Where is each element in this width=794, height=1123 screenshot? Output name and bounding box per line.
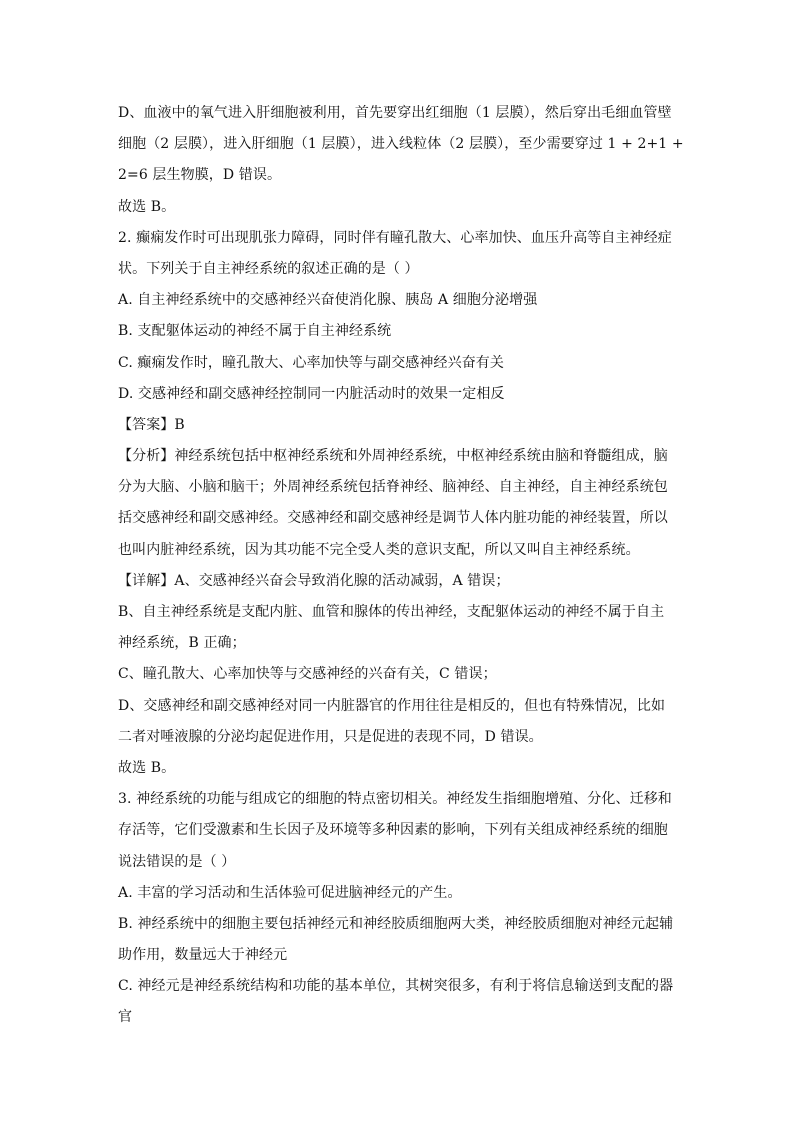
q3-stem-line-1: 3. 神经系统的功能与组成它的细胞的特点密切相关。神经发生指细胞增殖、分化、迁移和: [118, 791, 672, 808]
answer-d-explanation-line-3: 2=6 层生物膜，D 错误。: [118, 167, 282, 184]
q3-option-b-line-2: 助作用，数量远大于神经元: [118, 947, 288, 964]
q2-analysis-line-1: 【分析】神经系统包括中枢神经系统和外周神经系统，中枢神经系统由脑和脊髓组成，脑: [118, 448, 668, 465]
q1-conclusion: 故选 B。: [118, 198, 176, 215]
q3-option-c-line-2: 官: [118, 1009, 133, 1026]
q2-stem-line-2: 状。下列关于自主神经系统的叙述正确的是（ ）: [118, 260, 419, 277]
q3-option-c-line-1: C. 神经元是神经系统结构和功能的基本单位，其树突很多，有利于将信息输送到支配的器: [118, 978, 674, 995]
q2-stem-line-1: 2. 癫痫发作时可出现肌张力障碍，同时伴有瞳孔散大、心率加快、血压升高等自主神经症: [118, 229, 672, 246]
q3-stem-line-2: 存活等，它们受激素和生长因子及环境等多种因素的影响，下列有关组成神经系统的细胞: [118, 822, 668, 839]
q2-option-c: C. 癫痫发作时，瞳孔散大、心率加快等与副交感神经兴奋有关: [118, 354, 505, 371]
q2-option-a: A. 自主神经系统中的交感神经兴奋使消化腺、胰岛 A 细胞分泌增强: [118, 292, 538, 309]
document-body: [118, 98, 684, 1034]
q2-option-d: D. 交感神经和副交感神经控制同一内脏活动时的效果一定相反: [118, 385, 505, 402]
answer-d-explanation-line-2: 细胞（2 层膜），进入肝细胞（1 层膜），进入线粒体（2 层膜），至少需要穿过 1 + 2+1 +: [118, 136, 684, 153]
q2-analysis-line-4: 也叫内脏神经系统，因为其功能不完全受人类的意识支配，所以又叫自主神经系统。: [118, 541, 640, 558]
q3-option-b-line-1: B. 神经系统中的细胞主要包括神经元和神经胶质细胞两大类，神经胶质细胞对神经元起辅: [118, 915, 674, 932]
q2-option-b: B. 支配躯体运动的神经不属于自主神经系统: [118, 323, 392, 340]
q3-option-a: A. 丰富的学习活动和生活体验可促进脑神经元的产生。: [118, 884, 462, 901]
q2-detail-line-2: B、自主神经系统是支配内脏、血管和腺体的传出神经，支配躯体运动的神经不属于自主: [118, 604, 665, 620]
q2-detail-line-6: 二者对唾液腺的分泌均起促进作用，只是促进的表现不同，D 错误。: [118, 728, 543, 745]
answer-d-explanation-line-1: D、血液中的氧气进入肝细胞被利用，首先要穿出红细胞（1 层膜），然后穿出毛细血管壁: [118, 105, 672, 121]
q2-detail-line-4: C、瞳孔散大、心率加快等与交感神经的兴奋有关，C 错误；: [118, 666, 497, 683]
q2-detail-line-1: 【详解】A、交感神经兴奋会导致消化腺的活动减弱，A 错误；: [118, 572, 510, 589]
q2-answer: 【答案】B: [118, 416, 185, 433]
q2-conclusion: 故选 B。: [118, 759, 176, 776]
q3-stem-line-3: 说法错误的是（ ）: [118, 853, 236, 870]
q2-detail-line-3: 神经系统，B 正确；: [118, 635, 246, 652]
q2-detail-line-5: D、交感神经和副交感神经对同一内脏器官的作用往往是相反的，但也有特殊情况，比如: [118, 697, 666, 714]
q2-analysis-line-2: 分为大脑、小脑和脑干；外周神经系统包括脊神经、脑神经、自主神经，自主神经系统包: [118, 479, 668, 496]
q2-analysis-line-3: 括交感神经和副交感神经。交感神经和副交感神经是调节人体内脏功能的神经装置，所以: [118, 510, 668, 527]
